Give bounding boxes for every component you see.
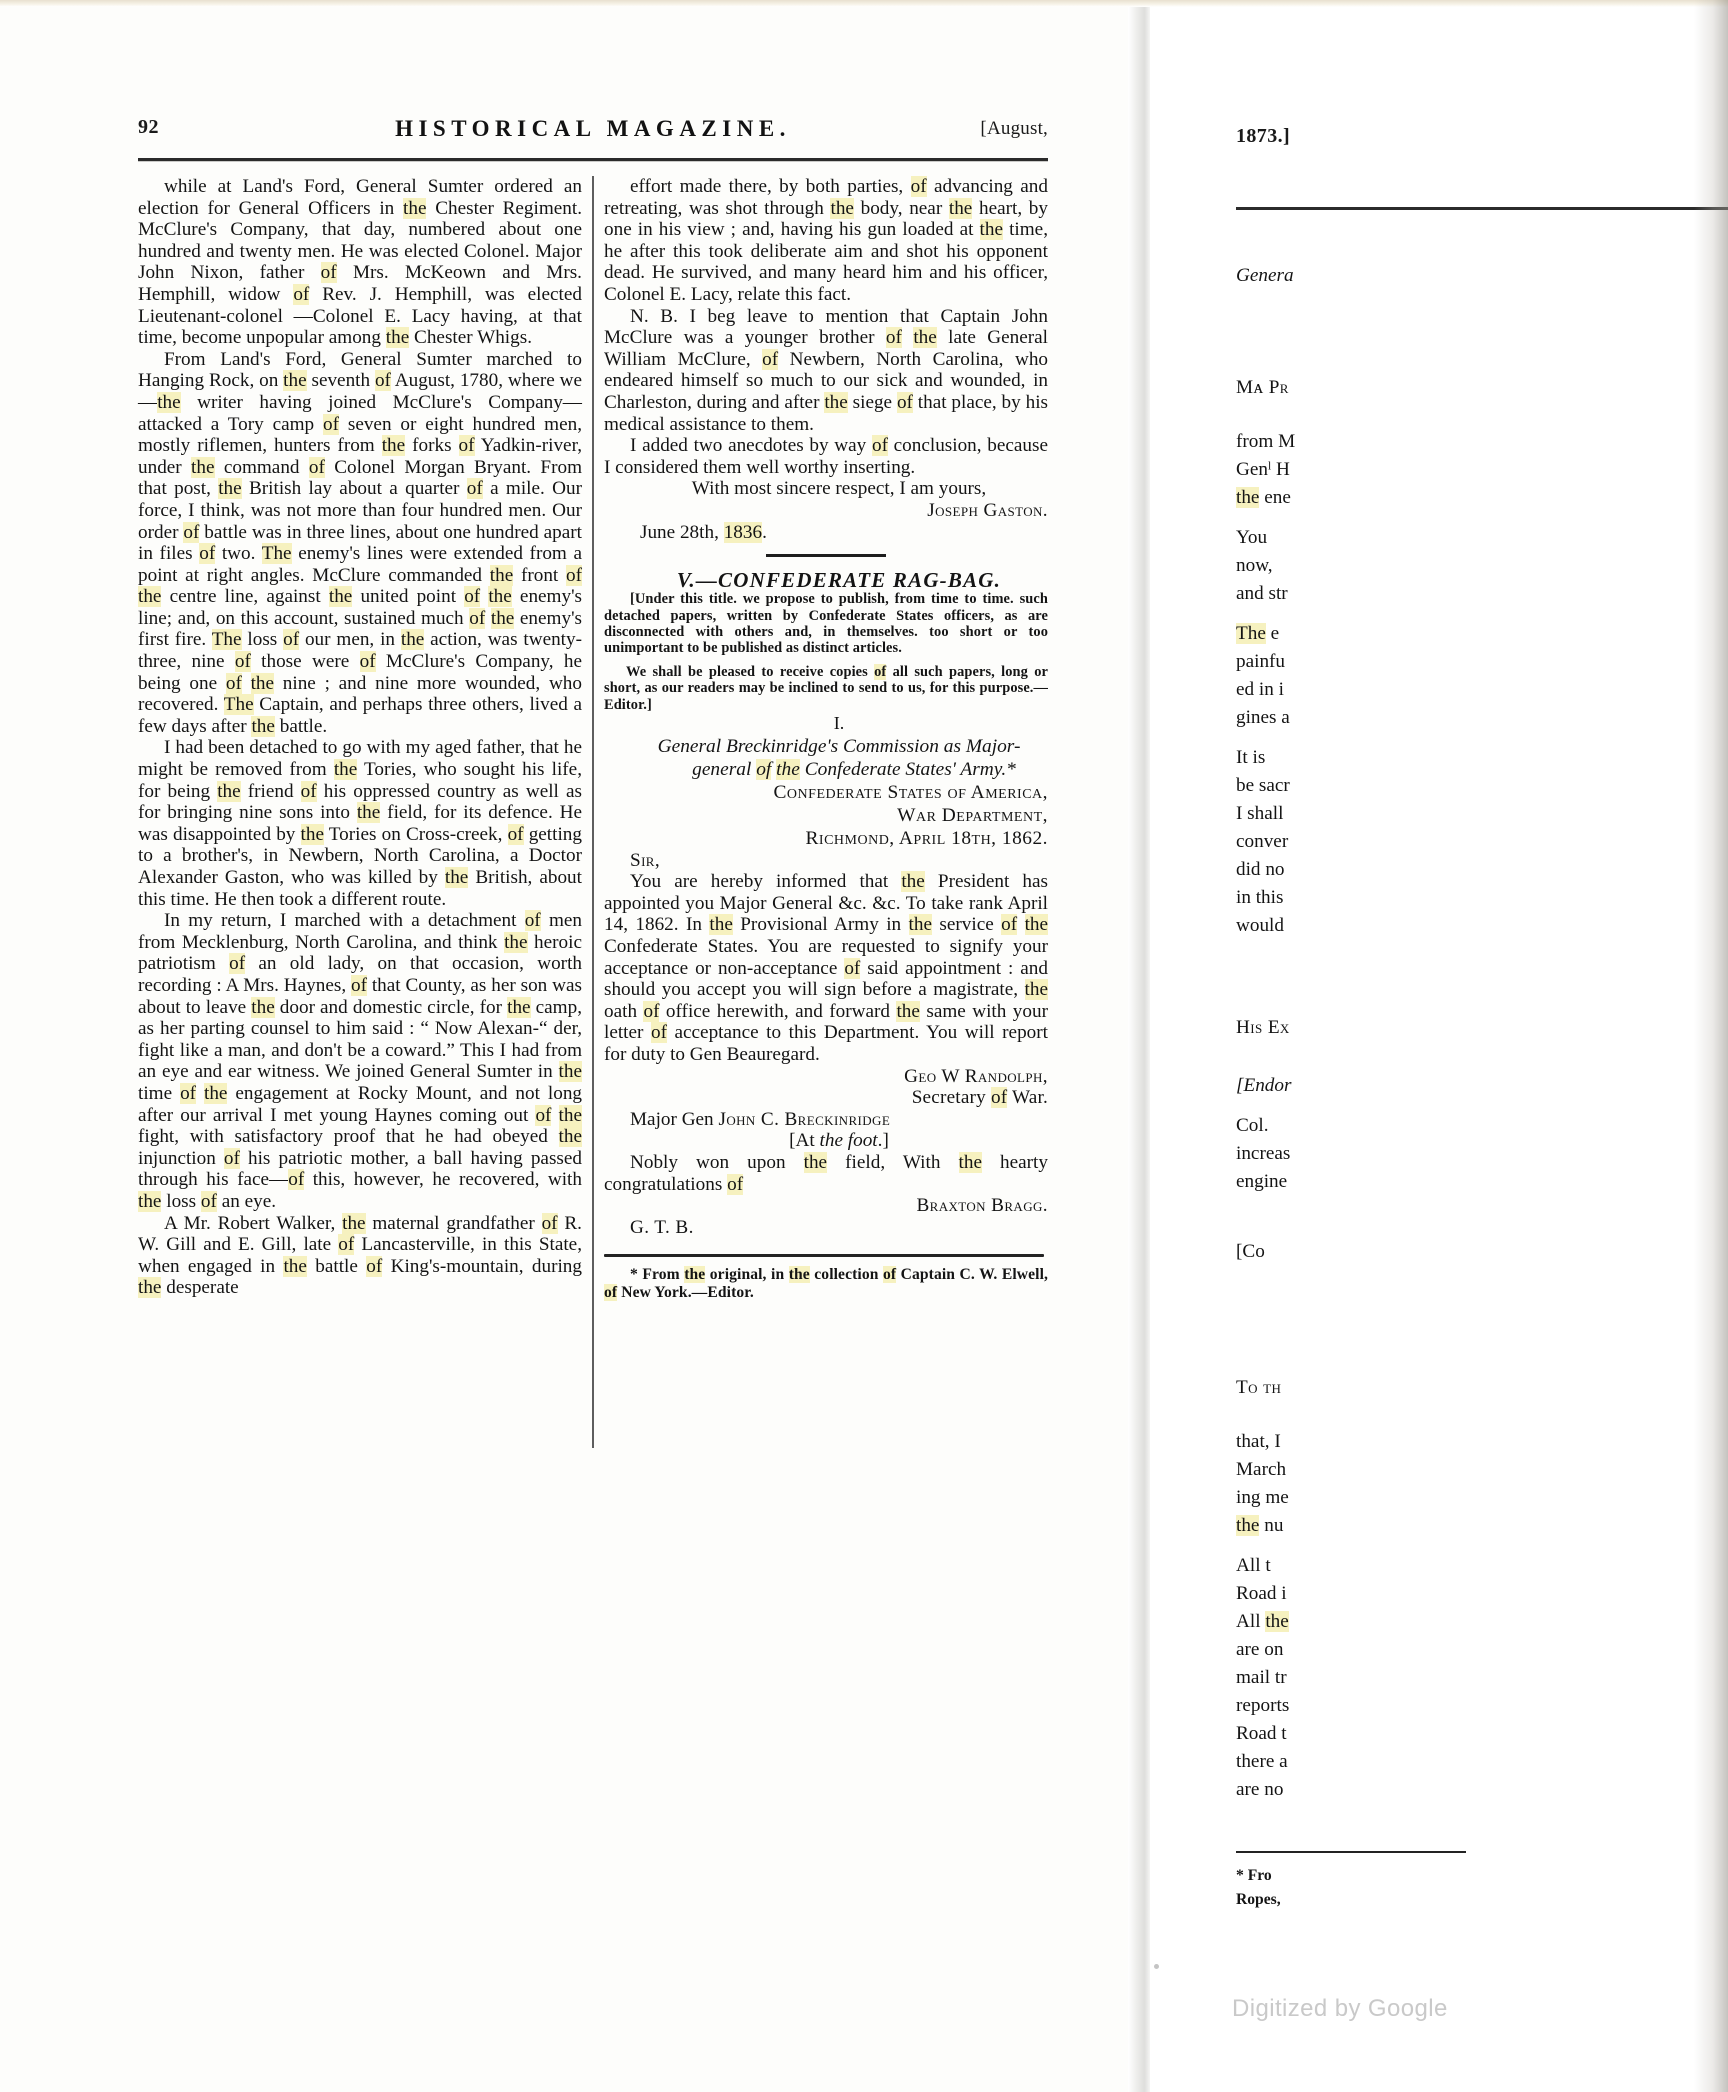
highlighted-word: of [1001,914,1018,936]
highlighted-word: the [558,1126,582,1148]
highlighted-word: the [558,1104,582,1126]
highlighted-word: of [507,823,524,845]
highlighted-word: the [157,391,181,413]
highlighted-word: the [684,1266,706,1284]
highlighted-year: 1836 [723,521,763,543]
text-column-right [604,176,1048,1302]
paragraph: I had been detached to go with my aged father, that he might be removed from the Tories, who sought his life, for being the friend of his oppressed country as well as for bringing nine sons into the field, for its defence. He was disappointed by the Tories on Cross-creek, of getting to a brother's, in Newbern, North Carolina, a Doctor Alexander Gaston, who was killed by the British, about this time. He then took a different route. [138,737,582,910]
section-heading: V.—CONFEDERATE RAG-BAG. [676,567,1002,592]
page-gutter-edge [1128,7,1150,2092]
paragraph: From Land's Ford, General Sumter marched to Hanging Rock, on the seventh of August, 1780, where we—the writer having joined McClure's Company—attacked a Tory camp of seven or eight hundred men, mostly riflemen, hunters from the forks of Yadkin-river, under the command of Colonel Morgan Bryant. From that post, the British lay about a quarter of a mile. Our force, I think, was not more than four hundred men. Our order of battle was in three lines, about one hundred apart in files of two. The enemy's lines were extended from a point at right angles. McClure commanded the front of the centre line, against the united point of the enemy's line; and, on this account, sustained much of the enemy's first fire. The loss of our men, in the action, was twenty-three, nine of those were of McClure's Company, he being one of the nine ; and nine more wounded, who recovered. The Captain, and perhaps three others, lived a few days after the battle. [138,348,583,737]
adjacent-page-text-fragment: ed in i [1236,679,1284,700]
adjacent-page-text-fragment: engine [1236,1171,1288,1192]
adjacent-page-text-fragment: there a [1236,1751,1288,1772]
highlighted-word: of [524,910,541,932]
highlighted-word: the [1024,979,1048,1001]
highlighted-word: of [293,283,310,305]
endorsement-initials: G. T. B. [630,1216,694,1238]
highlighted-word: the [138,586,162,608]
highlighted-word: the [830,197,854,219]
adjacent-page-text-fragment: are no [1236,1779,1284,1800]
highlighted-word: the [251,715,275,737]
highlighted-word: the [300,823,324,845]
adjacent-page-text-fragment: are on [1236,1639,1284,1660]
adjacent-page-text-fragment: would [1236,915,1284,936]
highlighted-word: of [458,435,475,457]
adjacent-page-text-fragment: All t [1236,1555,1271,1576]
at-foot-emphasis: the foot [819,1130,878,1152]
highlighted-word: the [896,1000,920,1022]
highlighted-word: the [138,1190,162,1212]
adjacent-page-text-fragment: Road t [1236,1723,1287,1744]
adjacent-page-text-fragment: painfu [1236,651,1286,672]
highlighted-word: the [504,931,528,953]
letterhead-line: War Department, [897,804,1048,826]
document-title: General Breckinridge's Commission as Major- general of the Confederate States' Army.* [604,735,1048,781]
highlighted-word: the [507,996,531,1018]
signer-title: Secretary of War. [911,1087,1048,1109]
adjacent-page-text-fragment: It is [1236,747,1266,768]
adjacent-page-text-fragment: did no [1236,859,1285,880]
adjacent-page-text-fragment: in this [1236,887,1284,908]
adjacent-page-header-rule [1236,207,1728,210]
adjacent-page-text-fragment: All the [1236,1611,1289,1632]
adjacent-page-text-fragment: To th [1236,1377,1282,1398]
highlighted-word: the [788,1266,810,1284]
adjacent-page-footnote-rule [1236,1851,1466,1853]
highlighted-word: the [558,1061,582,1083]
highlighted-word: of [910,176,927,197]
highlighted-word: the [217,780,241,802]
adjacent-page-running-head: 1873.] [1236,125,1291,147]
highlighted-word: of [288,1169,305,1191]
highlighted-word: the [333,759,358,781]
highlighted-word: of [300,780,317,802]
highlighted-word: of [990,1087,1008,1109]
letter-body: You are hereby informed that the President has appointed you Major General &c. &c. To take rank April 14, 1862. In the Provisional Army in the service of the Confederate States. You are requested to signify your acceptance or non-acceptance of said appointment : and should you accept you will sign before a magistrate, the oath of office herewith, and forward the same with your letter of acceptance to this Department. You will report for duty to Gen Beauregard. [604,871,1049,1065]
adjacent-page-text-fragment: be sacr [1236,775,1290,796]
document-number: I. [833,713,845,734]
highlighted-word: The [261,543,292,565]
letter-salutation: Sir, [630,849,661,871]
signer-name: Geo W Randolph, [904,1065,1048,1087]
addressee-name: John C. Breckinridge [718,1108,891,1130]
adjacent-page-text-fragment: Ropes, [1236,1891,1281,1908]
highlighted-word: of [229,953,246,975]
highlighted-word: the [328,586,353,608]
highlighted-word: of [234,651,251,673]
highlighted-word: the [381,435,406,457]
highlighted-word: of [643,1000,660,1022]
adjacent-page-text-fragment: conver [1236,831,1289,852]
adjacent-page-text-fragment: now, [1236,555,1273,576]
adjacent-page-text-fragment: Col. [1236,1115,1269,1136]
highlighted-word: of [323,413,339,435]
letter-addressee: Major Gen John C. Breckinridge [630,1108,891,1130]
text-column-left [138,176,582,1299]
highlighted-word: the [1265,1611,1289,1632]
highlighted-word: the [803,1151,828,1173]
header-rule [138,158,1048,161]
highlighted-word: of [844,957,861,979]
highlighted-word: of [350,974,367,996]
highlighted-word: the [1236,487,1260,508]
publication-title: HISTORICAL MAGAZINE. [395,116,791,141]
highlighted-word: the [908,914,932,936]
section-divider-rule [766,554,886,557]
letter-dateline: June 28th, 1836. [640,521,767,543]
highlighted-word: of [650,1022,667,1044]
adjacent-page-text-fragment: the ene [1236,487,1291,508]
paragraph: A Mr. Robert Walker, the maternal grandfather of R. W. Gill and E. Gill, late of Lancasterville, in this State, when engaged in the battle of King's-mountain, during the desperate [138,1212,582,1299]
highlighted-word: of [466,478,483,500]
editor-note-second: We shall be pleased to receive copies of all such papers, long or short, as our readers may be inclined to send to us, for this purpose.—Editor.] [604,663,1048,713]
document-title-line2: general of the Confederate States' Army.* [692,758,1016,780]
highlighted-word: The [1236,623,1266,644]
letter-closing: With most sincere respect, I am yours, [691,478,987,500]
adjacent-page-text-fragment: Genˡ H [1236,459,1290,480]
highlighted-word: of [541,1212,558,1234]
highlighted-word: the [385,327,410,349]
highlighted-word: the [958,1151,982,1173]
paragraph: while at Land's Ford, General Sumter ordered an election for General Officers in the Chester Regiment. McClure's Company, that day, numbered about one hundred and twenty men. He was elected Colonel. Major John Nixon, father of Mrs. McKeown and Mrs. Hemphill, widow of Rev. J. Hemphill, was elected Lieutenant-colonel —Colonel E. Lacy having, at that time, become unpopular among the Chester Whigs. [138,176,583,349]
highlighted-word: of [359,651,376,673]
paragraph: I added two anecdotes by way of conclusion, because I considered them well worthy inserting. [604,435,1048,478]
highlighted-word: of [896,391,913,413]
highlighted-word: of [464,586,481,608]
editor-note-first: [Under this title. we propose to publish, from time to time. such detached papers, written by Confederate States officers, as are disconnected with others and, in themselves. too short or too unimportant to be published as distinct articles. [604,591,1048,657]
highlighted-word: the [400,629,425,651]
adjacent-page-text-fragment: Mᴀ Pr [1236,377,1289,398]
highlighted-word: the [490,607,515,629]
adjacent-page-text-fragment: Genera [1236,265,1294,286]
highlighted-word: of [535,1104,552,1126]
adjacent-page-text-fragment: I shall [1236,803,1284,824]
highlighted-word: the [913,327,937,349]
paragraph: N. B. I beg leave to mention that Captain John McClure was a younger brother of the late General William McClure, of Newbern, North Carolina, who endeared himself so much to our sick and wounded, in Charleston, during and after the siege of that place, by his medical assistance to them. [604,305,1049,435]
highlighted-word: of [200,1190,217,1212]
highlighted-word: the [356,802,381,824]
highlighted-word: the [979,219,1003,241]
adjacent-page-text-fragment: [Co [1236,1241,1265,1262]
highlighted-word: the [283,370,307,392]
highlighted-word: the [444,867,469,888]
letterhead-line: Richmond, April 18th, 1862. [805,827,1048,849]
highlighted-word: the [776,758,800,780]
adjacent-page-text-fragment: The e [1236,623,1280,644]
highlighted-word: The [223,694,254,716]
column-divider-rule [592,176,594,1448]
highlighted-word: The [211,629,242,651]
highlighted-word: the [218,478,242,500]
running-head [138,116,1048,144]
highlighted-word: of [183,521,200,543]
highlighted-word: the [901,871,925,893]
letterhead-line: Confederate States of America, [773,781,1048,803]
highlighted-word: of [338,1234,355,1256]
adjacent-page-text-fragment: * Fro [1236,1867,1272,1884]
footnote-rule [604,1254,1044,1257]
highlighted-word: the [204,1082,228,1104]
adjacent-page-text-fragment: His Ex [1236,1017,1290,1038]
highlighted-word: of [223,1147,240,1169]
footnote: * From the original, in the collection of Captain C. W. Elwell, of New York.—Editor. [604,1266,1049,1302]
adjacent-page-text-fragment: ing me [1236,1487,1289,1508]
highlighted-word: the [824,391,848,413]
highlighted-word: the [1024,914,1049,936]
adjacent-page-text-fragment: You [1236,527,1268,548]
endorsement-signature: Braxton Bragg. [916,1195,1048,1217]
adjacent-page-text-fragment: Road i [1236,1583,1287,1604]
adjacent-page-text-fragment: gines a [1236,707,1290,728]
highlighted-word: the [948,197,973,219]
adjacent-page-text-fragment: [Endor [1236,1075,1292,1096]
letter-signature: Joseph Gaston. [927,499,1048,521]
highlighted-word: of [604,1284,618,1302]
highlighted-word: of [225,672,242,694]
page-number: 92 [138,116,159,138]
highlighted-word: of [469,607,486,629]
highlighted-word: of [882,1266,897,1284]
adjacent-page-text-fragment: the nu [1236,1515,1284,1536]
scan-speck [1154,1964,1159,1969]
adjacent-page-text-fragment: reports [1236,1695,1290,1716]
highlighted-word: of [727,1173,744,1195]
highlighted-word: of [871,435,888,457]
highlighted-word: the [138,1277,162,1299]
adjacent-page-text-fragment: increas [1236,1143,1291,1164]
highlighted-word: the [250,672,275,694]
adjacent-page-text-fragment: from M [1236,431,1296,452]
highlighted-word: the [488,586,512,608]
adjacent-page-text-fragment: and str [1236,583,1288,604]
highlighted-word: of [885,327,902,349]
adjacent-page-text-fragment: that, I [1236,1431,1281,1452]
issue-month-label: [August, [980,118,1048,139]
highlighted-word: the [709,914,733,936]
at-foot-note: [At the foot.] [789,1130,889,1152]
adjacent-page-93 [1150,7,1728,2092]
scan-right-edge-shadow [1694,0,1728,2092]
highlighted-word: of [283,629,300,651]
highlighted-word: of [762,348,779,370]
highlighted-word: the [283,1255,307,1277]
highlighted-word: the [191,456,215,478]
highlighted-word: the [342,1212,366,1234]
highlighted-word: of [874,663,887,680]
highlighted-word: of [180,1082,197,1104]
highlighted-word: the [251,996,275,1018]
paragraph: effort made there, by both parties, of advancing and retreating, was shot through the body, near the heart, by one in his view ; and, having his gun loaded at the time, he after this took deliberate aim and shot his opponent dead. He survived, and many heard him and his officer, Colonel E. Lacy, relate this fact. [604,176,1048,305]
highlighted-word: of [320,262,337,284]
highlighted-word: the [403,197,427,219]
endorsement-text: Nobly won upon the field, With the hearty congratulations of [604,1151,1048,1195]
highlighted-word: of [566,564,582,586]
highlighted-word: the [1236,1515,1260,1536]
highlighted-word: the [489,564,514,586]
highlighted-word: of [366,1255,383,1277]
highlighted-word: of [756,758,772,780]
adjacent-page-text-fragment: mail tr [1236,1667,1287,1688]
highlighted-word: of [374,370,391,392]
adjacent-page-text-fragment: March [1236,1459,1287,1480]
google-digitization-watermark: Digitized by Google [1232,1995,1448,2022]
highlighted-word: of [199,543,216,565]
paragraph: In my return, I marched with a detachment of men from Mecklenburg, North Carolina, and think the heroic patriotism of an old lady, on that occasion, worth recording : A Mrs. Haynes, of that County, as her son was about to leave the door and domestic circle, for the camp, as her parting counsel to him said : “ Now Alexan-“ der, fight like a man, and don't be a coward.” This I had from an eye and ear witness. We joined General Sumter in the time of the engagement at Rocky Mount, and not long after our arrival I met young Haynes coming out of the fight, with satisfactory proof that he had obeyed the injunction of his patriotic mother, a ball having passed through his face—of this, however, he recovered, with the loss of an eye. [138,910,583,1212]
highlighted-word: of [308,456,325,478]
